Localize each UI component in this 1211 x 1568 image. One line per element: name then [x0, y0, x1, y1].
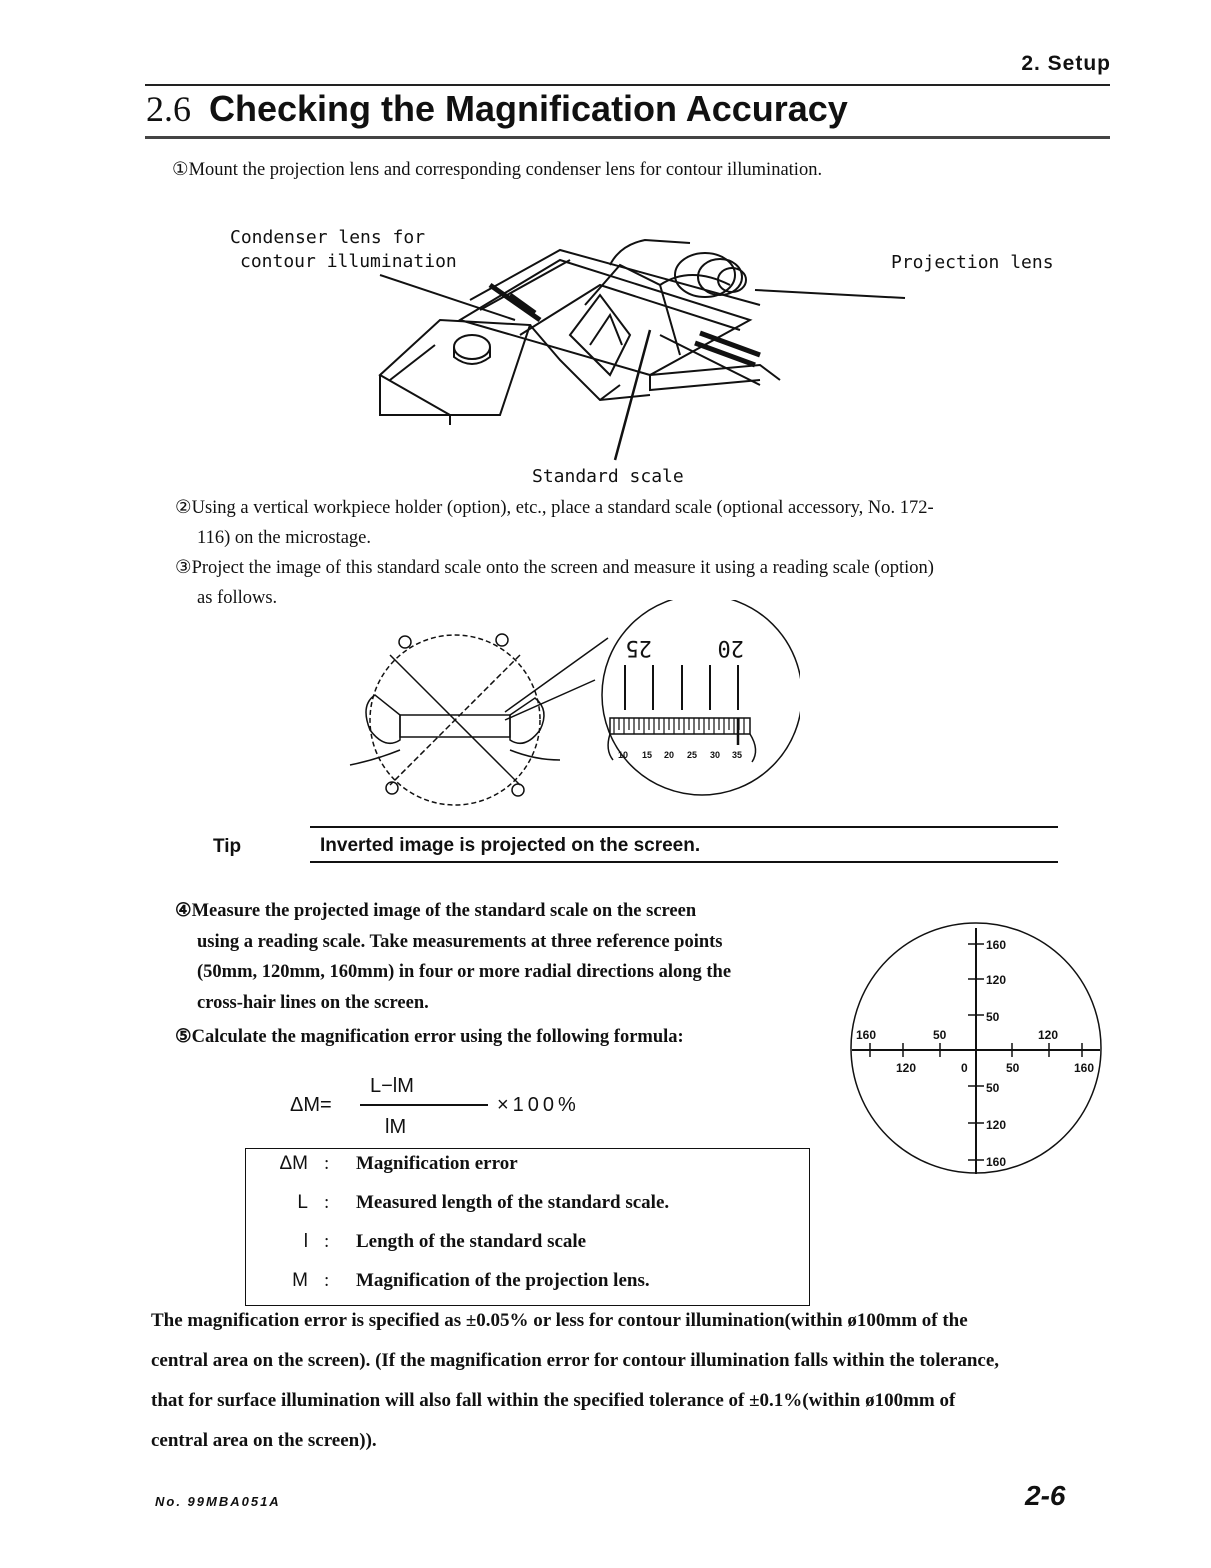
definition-text: Magnification of the projection lens.	[356, 1270, 650, 1291]
definition-text: Magnification error	[356, 1153, 518, 1174]
definition-symbol: ΔM	[279, 1153, 308, 1174]
step-3-line1: ③Project the image of this standard scale onto the screen and measure it using a reading scale (option)	[175, 558, 934, 578]
title-rule	[145, 136, 1110, 139]
paragraph-line4: central area on the screen)).	[151, 1430, 377, 1451]
formula-factor: ×100%	[497, 1094, 580, 1116]
h-label-origin: 0	[961, 1061, 968, 1075]
screen-crosshair-diagram	[848, 918, 1104, 1178]
formula-fraction-bar	[360, 1104, 488, 1106]
paragraph-line1: The magnification error is specified as ±0.05% or less for contour illumination(within ø100mm of the	[151, 1310, 968, 1331]
label-condenser-line2: contour illumination	[240, 251, 457, 272]
scale-tick-35: 35	[732, 750, 743, 760]
step-4-line2: using a reading scale. Take measurements at three reference points	[197, 932, 723, 952]
definition-colon: :	[324, 1153, 330, 1174]
v-label-160: 160	[986, 938, 1007, 952]
v-label-50: 50	[986, 1010, 1000, 1024]
definition-text: Length of the standard scale	[356, 1231, 587, 1252]
label-standard-scale: Standard scale	[532, 466, 684, 487]
tip-label: Tip	[213, 836, 242, 857]
definition-colon: :	[324, 1192, 330, 1213]
label-projection-lens: Projection lens	[891, 252, 1054, 273]
definitions-box	[245, 1148, 810, 1306]
inverted-label-20: 20	[717, 635, 744, 660]
header-rule	[145, 84, 1110, 86]
scale-tick-30: 30	[710, 750, 721, 760]
h-label-right-160: 160	[1074, 1061, 1095, 1075]
paragraph-line3: that for surface illumination will also fall within the specified tolerance of ±0.1%(within ø100mm of	[151, 1390, 956, 1411]
tip-rule-top	[310, 826, 1058, 828]
v-label-120: 120	[986, 973, 1007, 987]
definition-symbol: l	[303, 1231, 308, 1252]
step-4-line3: (50mm, 120mm, 160mm) in four or more radial directions along the	[197, 962, 732, 982]
title-text: Checking the Magnification Accuracy	[209, 88, 848, 129]
h-label-left-50: 50	[933, 1028, 947, 1042]
step-4-line4: cross-hair lines on the screen.	[197, 993, 429, 1013]
tip-rule-bottom	[310, 861, 1058, 863]
v-label-bottom-160: 160	[986, 1155, 1007, 1169]
step-2-line1: ②Using a vertical workpiece holder (option), etc., place a standard scale (optional accessory, No. 172-	[175, 498, 934, 518]
step-1: ①Mount the projection lens and corresponding condenser lens for contour illumination.	[172, 160, 823, 180]
section-header: 2. Setup	[1021, 52, 1111, 75]
v-label-bottom-50: 50	[986, 1081, 1000, 1095]
formula-numerator: L−lM	[370, 1075, 414, 1097]
h-label-left-160: 160	[856, 1028, 877, 1042]
definition-symbol: M	[292, 1270, 308, 1291]
page-title	[146, 88, 848, 130]
tip-text: Inverted image is projected on the screen.	[320, 835, 701, 856]
scale-tick-20: 20	[664, 750, 675, 760]
formula-denominator: lM	[385, 1116, 407, 1138]
lens-assembly-illustration	[360, 225, 920, 465]
definition-text: Measured length of the standard scale.	[356, 1192, 670, 1213]
scale-tick-10: 10	[618, 750, 629, 760]
step-5: ⑤Calculate the magnification error using the following formula:	[175, 1027, 684, 1047]
step-2-line2: 116) on the microstage.	[197, 528, 371, 548]
paragraph-line2: central area on the screen). (If the magnification error for contour illumination falls within the tolerance,	[151, 1350, 1000, 1371]
label-condenser-line1: Condenser lens for	[230, 227, 426, 248]
h-label-left-120: 120	[896, 1061, 917, 1075]
formula-lhs: ΔM=	[290, 1094, 332, 1116]
title-number: 2.6	[146, 89, 191, 129]
h-label-right-50: 50	[1006, 1061, 1020, 1075]
step-3-line2: as follows.	[197, 588, 278, 608]
v-label-bottom-120: 120	[986, 1118, 1007, 1132]
definition-colon: :	[324, 1270, 330, 1291]
footer-doc-number: No. 99MBA051A	[155, 1494, 281, 1509]
h-label-right-120: 120	[1038, 1028, 1059, 1042]
definition-colon: :	[324, 1231, 330, 1252]
scale-tick-15: 15	[642, 750, 653, 760]
page-number: 2-6	[1025, 1480, 1066, 1511]
scale-tick-25: 25	[687, 750, 698, 760]
step-4-line1: ④Measure the projected image of the standard scale on the screen	[175, 901, 697, 921]
definition-symbol: L	[297, 1192, 308, 1213]
inverted-label-25: 25	[625, 635, 652, 660]
reading-scale-illustration	[330, 600, 800, 815]
